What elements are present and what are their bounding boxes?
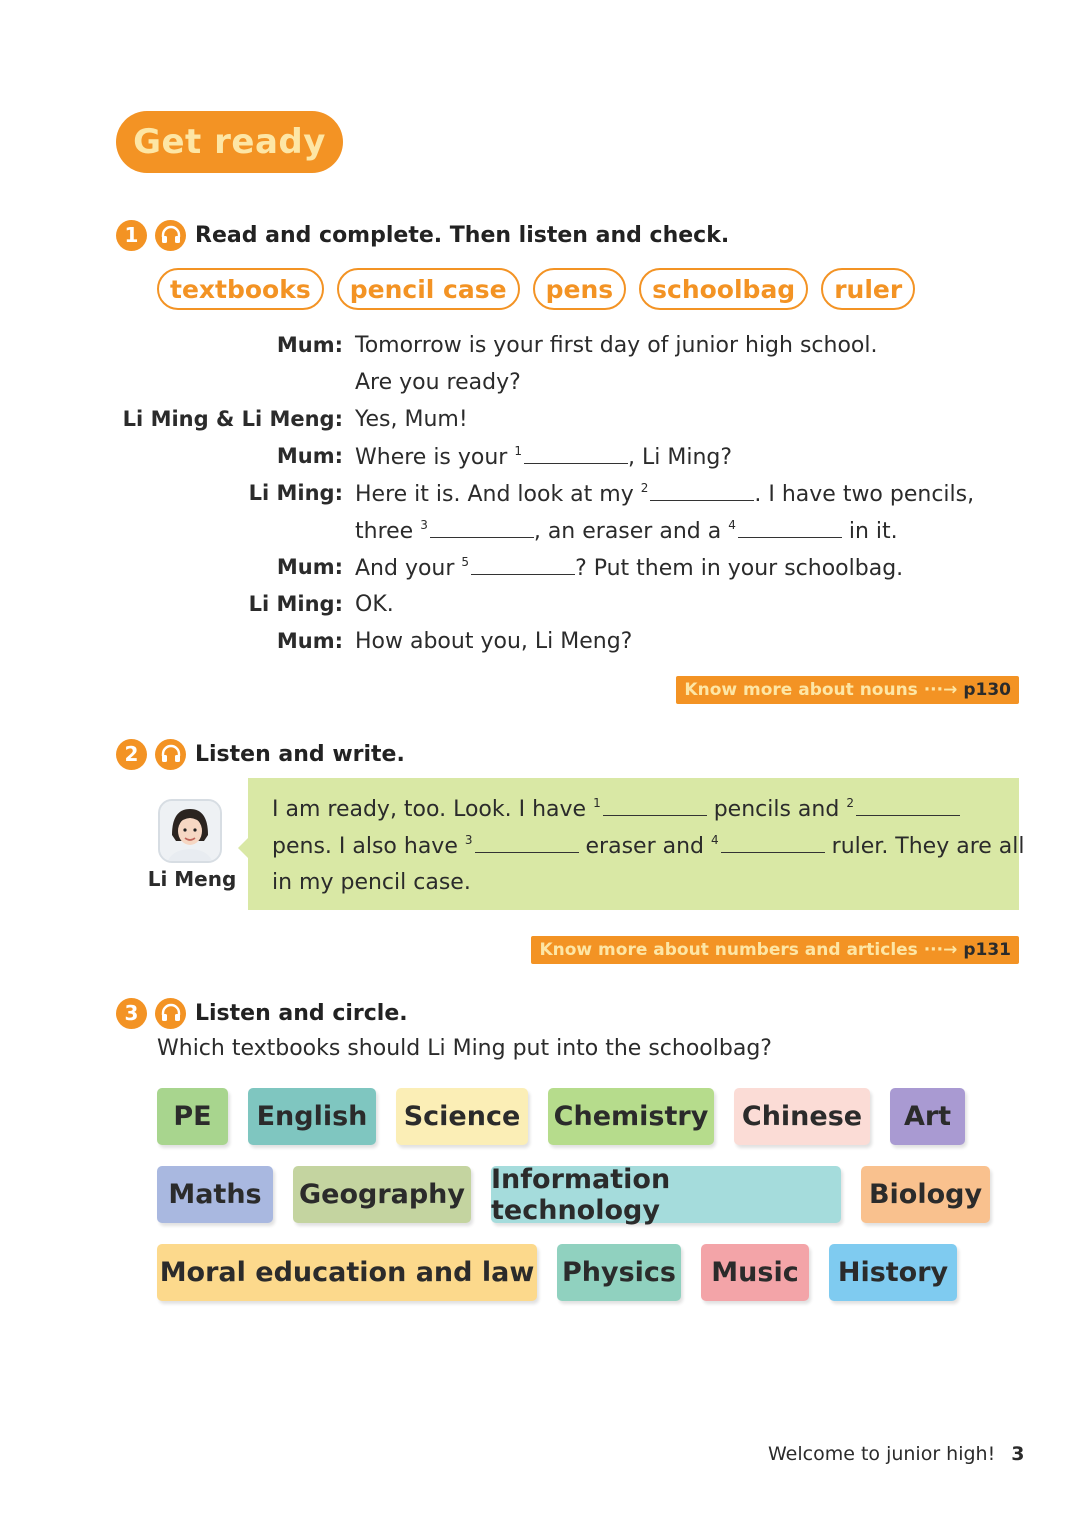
section-title: Listen and circle. [195,1000,408,1026]
text: I am ready, too. Look. I have [272,797,587,822]
text: , an eraser and a [533,519,722,544]
section-title: Read and complete. Then listen and check. [195,222,730,248]
blank-number: 3 [464,833,473,847]
speaker: Mum: [276,333,343,357]
text: Here it is. And look at my [355,482,634,507]
speech-line [272,833,1025,859]
answer-blank[interactable] [430,519,534,538]
section-title: Listen and write. [195,741,405,767]
dialogue-line: Tomorrow is your first day of junior high school. [355,333,878,358]
answer-blank[interactable] [721,834,825,853]
blank-number: 3 [420,518,428,532]
text: pens. I also have [272,834,458,859]
speech-box [248,778,1025,910]
section-number: 1 [116,220,147,251]
know-more-page: p130 [963,680,1011,700]
subject-history[interactable]: History [829,1244,957,1301]
subject-music[interactable]: Music [701,1244,809,1301]
headphones-icon[interactable] [155,998,186,1029]
speaker: Li Ming: [248,481,343,505]
speaker: Mum: [276,555,343,579]
speech-tail [238,838,248,858]
speech-line [272,796,960,822]
subject-science[interactable]: Science [396,1088,528,1145]
word-bank [157,268,915,310]
blank-number: 4 [711,833,719,847]
word-chip: schoolbag [639,268,808,310]
subject-chemistry[interactable]: Chemistry [548,1088,714,1145]
page-title: Get ready [116,111,343,173]
dialogue-line [355,481,974,507]
text: eraser and [585,834,705,859]
subject-information-technology[interactable]: Information technology [491,1166,841,1223]
question-text: Which textbooks should Li Ming put into the schoolbag? [157,1036,772,1061]
subject-biology[interactable]: Biology [861,1166,990,1223]
blank-number: 5 [461,555,470,569]
answer-blank[interactable] [603,797,707,816]
know-more-text: Know more about numbers and articles ···→ [539,940,958,960]
dialogue-line [355,444,732,470]
speaker: Li Ming & Li Meng: [122,407,343,431]
text: ruler. They are all [831,834,1025,859]
text: Where is your [355,445,508,470]
word-chip: pens [533,268,627,310]
dialogue-line: Yes, Mum! [355,407,468,432]
speech-line: in my pencil case. [272,870,471,895]
word-chip: textbooks [157,268,324,310]
dialogue-line: How about you, Li Meng? [355,629,633,654]
text: And your [355,556,455,581]
avatar [158,799,222,863]
speaker: Mum: [276,629,343,653]
subject-moral-education-and-law[interactable]: Moral education and law [157,1244,537,1301]
answer-blank[interactable] [738,519,842,538]
section-2-header [116,736,405,772]
answer-blank[interactable] [856,797,960,816]
headphones-icon[interactable] [155,220,186,251]
subject-chinese[interactable]: Chinese [734,1088,870,1145]
section-number: 2 [116,739,147,770]
subject-english[interactable]: English [248,1088,376,1145]
text: pencils and [713,797,840,822]
word-chip: ruler [821,268,915,310]
girl-avatar-icon [160,801,220,861]
blank-number: 4 [728,518,736,532]
dialogue [0,333,1080,673]
subject-art[interactable]: Art [890,1088,965,1145]
subject-geography[interactable]: Geography [293,1166,471,1223]
know-more-text: Know more about nouns ···→ [684,680,958,700]
blank-number: 2 [846,796,854,810]
blank-number: 1 [514,444,522,458]
answer-blank[interactable] [471,556,575,575]
section-number: 3 [116,998,147,1029]
dialogue-line: OK. [355,592,394,617]
subject-physics[interactable]: Physics [557,1244,681,1301]
section-3-header [116,995,408,1031]
page-footer [768,1443,1024,1465]
text: . I have two pencils, [754,482,975,507]
know-more-page: p131 [963,940,1011,960]
text: three [355,519,414,544]
avatar-name: Li Meng [147,867,237,891]
speaker: Mum: [276,444,343,468]
blank-number: 2 [640,481,649,495]
dialogue-line: Are you ready? [355,370,521,395]
know-more-nouns-link[interactable] [676,676,1019,704]
answer-blank[interactable] [650,482,754,501]
speaker: Li Ming: [248,592,343,616]
blank-number: 1 [593,796,601,810]
dialogue-line [355,555,903,581]
page-number: 3 [1011,1443,1025,1465]
answer-blank[interactable] [475,834,579,853]
subject-pe[interactable]: PE [157,1088,228,1145]
know-more-numbers-link[interactable] [531,936,1019,964]
text: , Li Ming? [628,445,733,470]
text: ? Put them in your schoolbag. [575,556,904,581]
text: in it. [848,519,898,544]
answer-blank[interactable] [524,445,628,464]
section-1-header [116,217,729,253]
headphones-icon[interactable] [155,739,186,770]
subject-maths[interactable]: Maths [157,1166,273,1223]
word-chip: pencil case [337,268,520,310]
footer-text: Welcome to junior high! [768,1443,996,1465]
dialogue-line [355,518,898,544]
